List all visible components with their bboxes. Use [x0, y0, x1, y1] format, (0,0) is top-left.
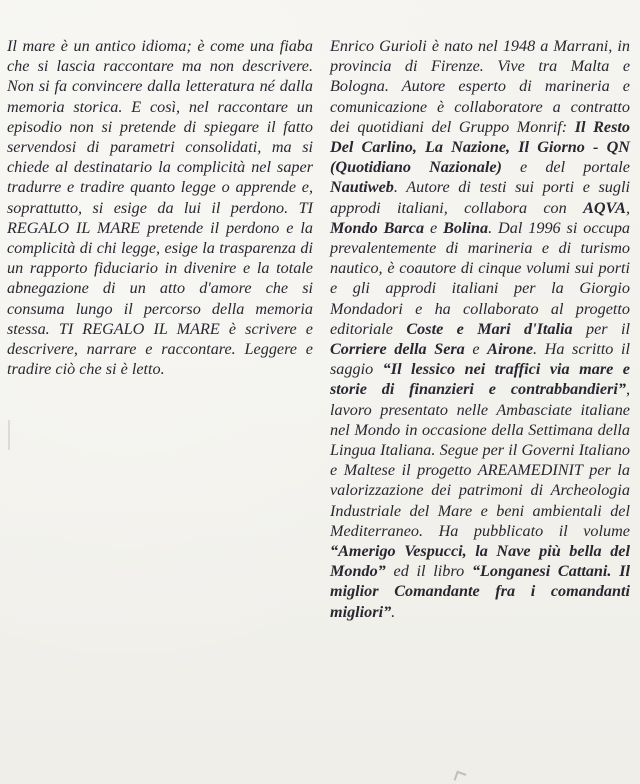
bio-bold-saggio-title: “Il lessico nei traffici via mare e storie di finanzieri e contrabbandieri” — [330, 360, 630, 399]
bio-bold-newspapers: Il Resto Del Carlino, La Nazione, Il Giorno - QN (Quotidiano Nazionale) — [330, 117, 631, 177]
bio-text: per il — [572, 319, 630, 338]
bio-text: e — [424, 218, 444, 237]
author-bio-paragraph — [330, 36, 630, 622]
bio-text: . Ha scritto il saggio — [330, 340, 630, 379]
bio-text: e — [464, 340, 488, 359]
bio-bold-coste-e-mari: Coste e Mari d'Italia — [406, 319, 573, 338]
paper-crease — [8, 420, 10, 450]
bio-text: ed il libro — [385, 562, 472, 581]
corner-mark — [454, 771, 467, 784]
bio-bold-corriere: Corriere della Sera — [330, 340, 465, 359]
bio-text: Enrico Gurioli è nato nel 1948 a Marrani, in provincia di Firenze. Vive tra Malta e Bologna. Autore esperto di marineria e comunicazione è collaboratore a contratto dei quotidiani del Gruppo Monrif: — [330, 37, 630, 136]
bio-bold-aqva: AQVA — [583, 198, 626, 217]
bio-text: , lavoro presentato nelle Ambasciate italiane nel Mondo in occasione della Settimana della Lingua Italiana. Segue per il Governi Italiano e Maltese il progetto AREAMEDINIT per la valorizzazione dei patrimoni di Archeologia Industriale del Mare e beni ambientali del Mediterraneo. Ha pubblicato il volume — [330, 380, 630, 540]
bio-bold-mondo-barca: Mondo Barca — [330, 218, 425, 237]
bio-text: . Autore di testi sui porti e sugli approdi italiani, collabora con — [330, 178, 630, 217]
bio-text: . — [391, 602, 396, 621]
right-text-column — [330, 36, 630, 622]
book-synopsis-paragraph: Il mare è un antico idioma; è come una fiaba che si lascia raccontare ma non descrivere. Non si fa convincere dalla letteratura né dalla memoria storica. E così, nel raccontare un episodio non si pretende di spiegare il fatto servendosi di parametri consolidati, ma si chiede al destinatario la complicità nel saper tradurre e tradire quanto legge o apprende e, soprattutto, si esige da lui il perdono. TI REGALO IL MARE pretende il perdono e la complicità di chi legge, esige la trasparenza di un rapporto fiduciario in divenire e la totale abnegazione di un atto d'amore che si consuma lungo il percorso della memoria stessa. TI REGALO IL MARE è scrivere e descrivere, narrare e raccontare. Leggere e tradire ciò che si è letto. — [7, 37, 313, 379]
left-text-column — [7, 36, 313, 379]
bio-text: . Dal 1996 si occupa prevalentemente di marineria e di turismo nautico, è coautore di cinque volumi sui porti e gli approdi italiani per la Giorgio Mondadori e ha collaborato al progetto editoriale — [330, 218, 631, 338]
bio-bold-bolina: Bolina — [443, 218, 489, 237]
bio-bold-airone: Airone — [487, 340, 534, 359]
bio-bold-longanesi-title: “Longanesi Cattani. Il miglior Comandante fra i comandanti migliori” — [330, 562, 631, 621]
bio-bold-vespucci-title: “Amerigo Vespucci, la Nave più bella del Mondo” — [330, 542, 630, 581]
bio-text: e del portale — [501, 158, 630, 177]
bio-bold-nautiweb: Nautiweb — [330, 178, 394, 197]
bio-text: , — [625, 198, 630, 217]
